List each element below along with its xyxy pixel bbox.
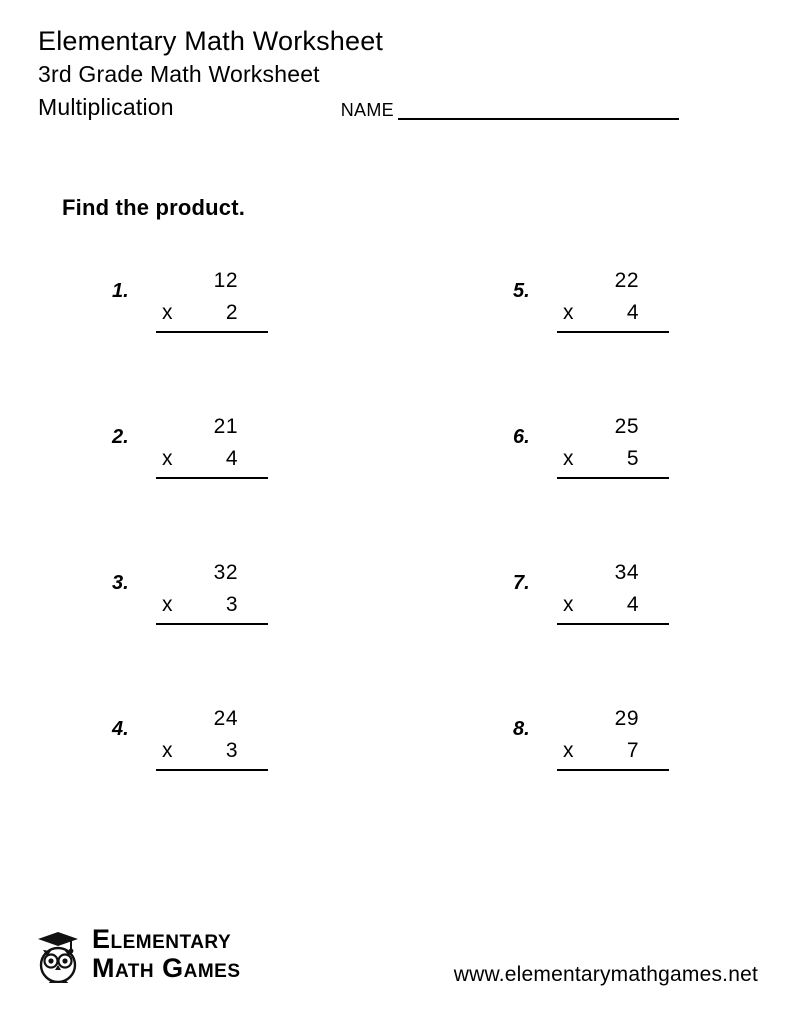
multiplicand: 34 [614,561,639,584]
operator-placeholder [148,265,186,297]
answer-rule[interactable] [156,769,268,771]
problem-5 [399,265,800,411]
multiplicand-row [549,411,667,443]
multiplier-row [148,589,266,621]
multiplication-operator: x [563,447,574,470]
multiplier-row [148,735,266,767]
operator-placeholder [549,265,587,297]
answer-rule[interactable] [557,769,669,771]
logo-text [92,926,241,982]
multiplier: 3 [225,593,238,616]
problem-8 [399,703,800,849]
owl-graduate-icon [32,925,86,983]
operator-placeholder [148,557,186,589]
problem-number: 1. [112,280,129,302]
problem-row [0,411,800,557]
worksheet-header [38,24,762,122]
answer-rule[interactable] [557,623,669,625]
multiplier-row [549,297,667,329]
multiplier: 4 [626,593,639,616]
multiplicand-row [549,557,667,589]
answer-rule[interactable] [156,477,268,479]
multiplicand: 22 [614,269,639,292]
problem-number: 4. [112,718,129,740]
problem-body [549,411,667,479]
problem-1 [0,265,399,411]
problem-6 [399,411,800,557]
problem-body [148,411,266,479]
multiplication-operator: x [162,447,173,470]
multiplicand-row [148,411,266,443]
multiplicand-row [549,703,667,735]
operator-placeholder [549,703,587,735]
multiplier-row [549,589,667,621]
problem-number: 6. [513,426,530,448]
multiplicand-row [148,703,266,735]
problem-7 [399,557,800,703]
problem-body [148,703,266,771]
multiplier: 7 [626,739,639,762]
logo-line-2: Math Games [92,953,241,983]
multiplicand: 21 [213,415,238,438]
problem-body [549,703,667,771]
worksheet-topic: Multiplication [38,94,174,120]
multiplicand: 12 [213,269,238,292]
multiplication-operator: x [563,301,574,324]
multiplier-row [148,297,266,329]
worksheet-footer [0,925,800,1015]
problem-body [148,557,266,625]
problem-2 [0,411,399,557]
problem-number: 7. [513,572,530,594]
problem-number: 2. [112,426,129,448]
multiplier: 4 [225,447,238,470]
operator-placeholder [148,703,186,735]
answer-rule[interactable] [156,623,268,625]
multiplicand: 32 [213,561,238,584]
multiplier: 4 [626,301,639,324]
multiplier: 3 [225,739,238,762]
logo-line-1: Elementary [92,924,232,954]
problem-row [0,557,800,703]
multiplicand-row [148,557,266,589]
multiplicand-row [148,265,266,297]
operator-placeholder [549,411,587,443]
multiplier: 5 [626,447,639,470]
operator-placeholder [549,557,587,589]
topic-and-name-row [38,92,762,122]
multiplicand: 25 [614,415,639,438]
multiplicand-row [549,265,667,297]
page-subtitle: 3rd Grade Math Worksheet [38,61,320,87]
name-block [341,100,679,122]
problem-row [0,265,800,411]
multiplication-operator: x [162,301,173,324]
answer-rule[interactable] [557,331,669,333]
name-label: NAME [340,100,394,120]
answer-rule[interactable] [156,331,268,333]
problem-number: 5. [513,280,530,302]
problem-body [549,557,667,625]
problem-number: 8. [513,718,530,740]
multiplication-operator: x [162,739,173,762]
site-logo[interactable] [32,925,241,983]
multiplicand: 24 [213,707,238,730]
answer-rule[interactable] [557,477,669,479]
problem-number: 3. [112,572,129,594]
multiplication-operator: x [563,593,574,616]
operator-placeholder [148,411,186,443]
problems-grid [0,265,800,849]
problem-3 [0,557,399,703]
multiplier-row [148,443,266,475]
name-input-line[interactable] [398,101,679,120]
site-url[interactable]: www.elementarymathgames.net [453,963,758,986]
multiplier-row [549,443,667,475]
problem-body [148,265,266,333]
problem-row [0,703,800,849]
multiplication-operator: x [563,739,574,762]
problem-4 [0,703,399,849]
page-title: Elementary Math Worksheet [38,26,384,56]
problem-body [549,265,667,333]
multiplier: 2 [225,301,238,324]
multiplier-row [549,735,667,767]
multiplicand: 29 [614,707,639,730]
multiplication-operator: x [162,593,173,616]
instruction-text: Find the product. [62,195,246,220]
